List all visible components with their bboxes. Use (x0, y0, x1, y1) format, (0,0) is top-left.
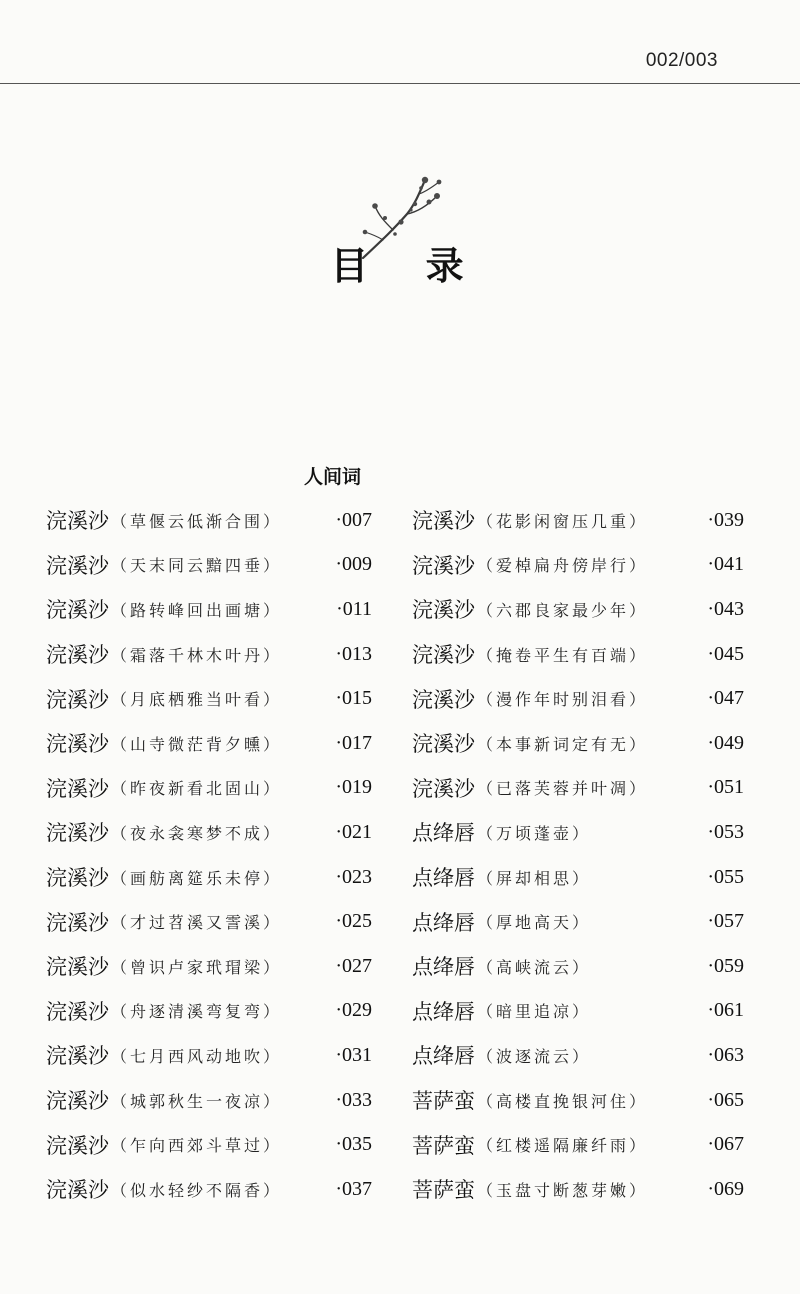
entry-page: ·027 (335, 954, 372, 977)
entry-tune: 菩萨蛮 (412, 1089, 475, 1114)
toc-entry[interactable] (46, 676, 372, 721)
entry-page: ·035 (335, 1133, 372, 1156)
entry-page: ·043 (707, 597, 744, 620)
entry-first-line: （本事新词定有无） (477, 734, 649, 754)
toc-entry[interactable] (412, 766, 744, 811)
entry-tune: 浣溪沙 (412, 732, 475, 757)
entry-first-line: （高楼直挽银河住） (477, 1091, 649, 1111)
entry-tune: 浣溪沙 (412, 776, 475, 801)
toc-entry[interactable] (46, 632, 372, 677)
entry-first-line: （草偃云低渐合围） (111, 511, 283, 531)
entry-page: ·011 (336, 597, 372, 620)
entry-tune: 浣溪沙 (46, 1089, 109, 1114)
entry-first-line: （月底栖雅当叶看） (111, 690, 283, 710)
entry-tune: 点绛唇 (412, 955, 475, 980)
toc-entry[interactable] (46, 810, 372, 855)
entry-tune: 浣溪沙 (46, 732, 109, 757)
toc-entry[interactable] (412, 498, 744, 543)
entry-first-line: （波逐流云） (477, 1046, 592, 1066)
toc-entry[interactable] (412, 676, 744, 721)
toc-entry[interactable] (46, 498, 372, 543)
toc-entry[interactable] (46, 1167, 372, 1212)
entry-first-line: （掩卷平生有百端） (477, 645, 649, 665)
entry-tune: 菩萨蛮 (412, 1133, 475, 1158)
entry-first-line: （花影闲窗压几重） (477, 511, 649, 531)
entry-page: ·033 (335, 1088, 372, 1111)
entry-first-line: （山寺微茫背夕曛） (111, 734, 283, 754)
entry-page: ·053 (707, 820, 744, 843)
toc-entry[interactable] (412, 899, 744, 944)
toc-entry[interactable] (412, 855, 744, 900)
entry-page: ·039 (707, 508, 744, 531)
toc-entry[interactable] (46, 989, 372, 1034)
entry-tune: 浣溪沙 (46, 955, 109, 980)
entry-first-line: （漫作年时别泪看） (477, 690, 649, 710)
entry-tune: 点绛唇 (412, 1044, 475, 1069)
entry-first-line: （红楼遥隔廉纤雨） (477, 1136, 649, 1156)
entry-first-line: （乍向西郊斗草过） (111, 1136, 283, 1156)
entry-page: ·055 (707, 865, 744, 888)
entry-page: ·037 (335, 1177, 372, 1200)
entry-first-line: （霜落千林木叶丹） (111, 645, 283, 665)
entry-first-line: （夜永衾寒梦不成） (111, 823, 283, 843)
toc-entry[interactable] (412, 543, 744, 588)
entry-tune: 点绛唇 (412, 910, 475, 935)
entry-first-line: （天末同云黯四垂） (111, 556, 283, 576)
entry-page: ·047 (707, 687, 744, 710)
entry-tune: 浣溪沙 (412, 509, 475, 534)
entry-tune: 浣溪沙 (46, 1044, 109, 1069)
entry-tune: 浣溪沙 (46, 1133, 109, 1158)
entry-page: ·009 (335, 553, 372, 576)
entry-page: ·067 (707, 1133, 744, 1156)
entry-first-line: （曾识卢家玳瑁梁） (111, 957, 283, 977)
entry-first-line: （万顷蓬壶） (477, 823, 592, 843)
section-heading: 人间词 (304, 466, 362, 488)
toc-entry[interactable] (46, 1033, 372, 1078)
entry-page: ·015 (335, 687, 372, 710)
toc-entry[interactable] (46, 1122, 372, 1167)
entry-page: ·019 (335, 776, 372, 799)
entry-tune: 浣溪沙 (46, 687, 109, 712)
toc-entry[interactable] (412, 1167, 744, 1212)
entry-tune: 菩萨蛮 (412, 1178, 475, 1203)
toc-entry[interactable] (412, 632, 744, 677)
toc-entry[interactable] (46, 587, 372, 632)
toc-entry[interactable] (46, 766, 372, 811)
entry-tune: 浣溪沙 (46, 553, 109, 578)
entry-first-line: （昨夜新看北固山） (111, 779, 283, 799)
entry-tune: 浣溪沙 (412, 643, 475, 668)
entry-first-line: （城郭秋生一夜凉） (111, 1091, 283, 1111)
entry-page: ·031 (335, 1043, 372, 1066)
entry-first-line: （七月西风动地吹） (111, 1046, 283, 1066)
entry-page: ·017 (335, 731, 372, 754)
toc-entry[interactable] (46, 944, 372, 989)
page-title: 目 录 (330, 244, 486, 288)
entry-tune: 浣溪沙 (46, 643, 109, 668)
entry-tune: 浣溪沙 (412, 687, 475, 712)
entry-first-line: （暗里追凉） (477, 1002, 592, 1022)
toc-entry[interactable] (46, 543, 372, 588)
entry-first-line: （屏却相思） (477, 868, 592, 888)
toc-entry[interactable] (412, 989, 744, 1034)
entry-page: ·023 (335, 865, 372, 888)
entry-tune: 浣溪沙 (46, 999, 109, 1024)
toc-entry[interactable] (412, 1033, 744, 1078)
toc-entry[interactable] (412, 1122, 744, 1167)
entry-tune: 浣溪沙 (46, 598, 109, 623)
toc-entry[interactable] (412, 1078, 744, 1123)
entry-page: ·057 (707, 910, 744, 933)
toc-entry[interactable] (46, 721, 372, 766)
toc-entry[interactable] (412, 810, 744, 855)
entry-page: ·051 (707, 776, 744, 799)
entry-first-line: （高峡流云） (477, 957, 592, 977)
entry-first-line: （似水轻纱不隔香） (111, 1180, 283, 1200)
entry-tune: 点绛唇 (412, 999, 475, 1024)
entry-page: ·041 (707, 553, 744, 576)
entry-page: ·069 (707, 1177, 744, 1200)
entry-page: ·045 (707, 642, 744, 665)
entry-page: ·029 (335, 999, 372, 1022)
entry-tune: 点绛唇 (412, 821, 475, 846)
toc-entry[interactable] (46, 1078, 372, 1123)
entry-page: ·061 (707, 999, 744, 1022)
toc-entry[interactable] (412, 587, 744, 632)
entry-page: ·049 (707, 731, 744, 754)
entry-page: ·065 (707, 1088, 744, 1111)
entry-page: ·013 (335, 642, 372, 665)
entry-first-line: （舟逐清溪弯复弯） (111, 1002, 283, 1022)
toc-entry[interactable] (46, 855, 372, 900)
entry-page: ·059 (707, 954, 744, 977)
page-number: 002/003 (645, 50, 718, 71)
entry-page: ·007 (335, 508, 372, 531)
entry-tune: 浣溪沙 (46, 866, 109, 891)
toc-column-left (46, 498, 372, 1212)
toc-entry[interactable] (46, 899, 372, 944)
header-divider (0, 83, 800, 84)
entry-tune: 浣溪沙 (46, 910, 109, 935)
entry-first-line: （玉盘寸断葱芽嫩） (477, 1180, 649, 1200)
entry-tune: 浣溪沙 (412, 553, 475, 578)
entry-first-line: （才过苕溪又霅溪） (111, 913, 283, 933)
entry-tune: 浣溪沙 (46, 509, 109, 534)
entry-first-line: （路转峰回出画塘） (111, 600, 283, 620)
entry-page: ·063 (707, 1043, 744, 1066)
entry-first-line: （六郡良家最少年） (477, 600, 649, 620)
entry-first-line: （爱棹扁舟傍岸行） (477, 556, 649, 576)
entry-tune: 浣溪沙 (412, 598, 475, 623)
toc-entry[interactable] (412, 944, 744, 989)
entry-page: ·021 (335, 820, 372, 843)
entry-first-line: （画舫离筵乐未停） (111, 868, 283, 888)
toc-entry[interactable] (412, 721, 744, 766)
entry-tune: 浣溪沙 (46, 1178, 109, 1203)
entry-tune: 浣溪沙 (46, 776, 109, 801)
entry-first-line: （已落芙蓉并叶凋） (477, 779, 649, 799)
toc-column-right (412, 498, 744, 1212)
entry-page: ·025 (335, 910, 372, 933)
entry-first-line: （厚地高天） (477, 913, 592, 933)
entry-tune: 浣溪沙 (46, 821, 109, 846)
entry-tune: 点绛唇 (412, 866, 475, 891)
